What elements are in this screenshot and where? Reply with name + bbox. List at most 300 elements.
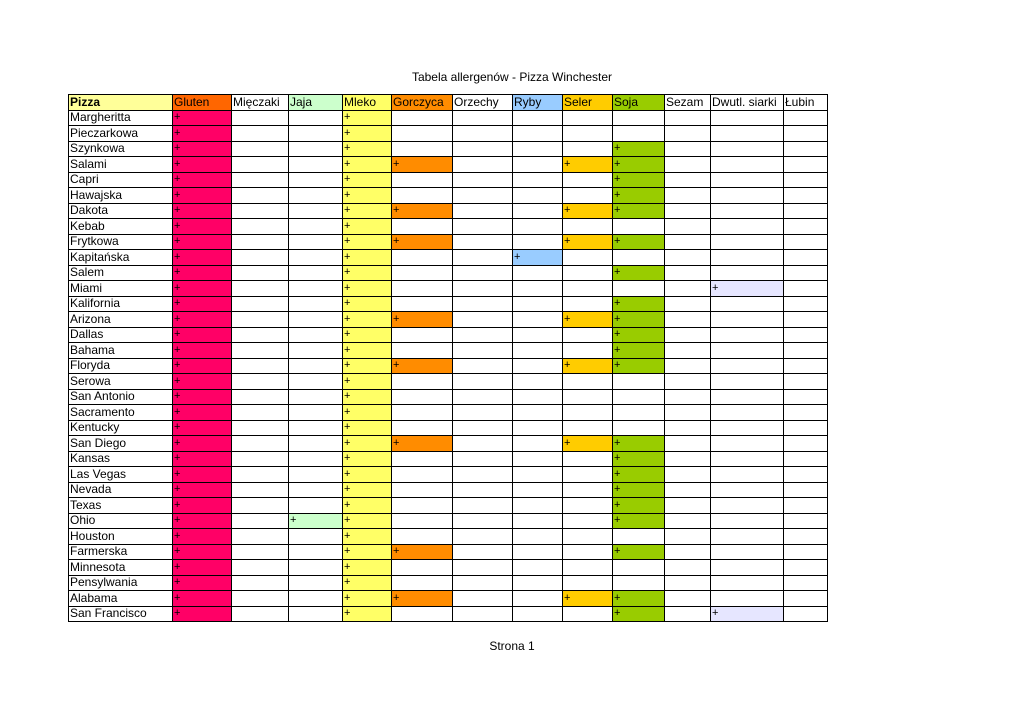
column-header-sezam: Sezam xyxy=(665,95,711,111)
allergen-cell-mieczaki xyxy=(232,203,289,219)
table-row xyxy=(69,436,828,452)
allergen-cell-lubin xyxy=(784,234,828,250)
allergen-cell-jaja xyxy=(289,157,343,173)
allergen-cell-siarka xyxy=(711,374,784,390)
allergen-cell-lubin xyxy=(784,358,828,374)
allergen-cell-jaja xyxy=(289,405,343,421)
allergen-cell-mieczaki xyxy=(232,126,289,142)
allergen-cell-orzechy xyxy=(453,374,513,390)
allergen-cell-soja: + xyxy=(613,606,665,622)
allergen-cell-seler xyxy=(563,126,613,142)
allergen-cell-lubin xyxy=(784,296,828,312)
allergen-cell-ryby xyxy=(513,296,563,312)
allergen-cell-siarka xyxy=(711,188,784,204)
allergen-cell-jaja xyxy=(289,529,343,545)
table-row xyxy=(69,591,828,607)
allergen-cell-ryby xyxy=(513,234,563,250)
pizza-name-cell: Szynkowa xyxy=(69,141,173,157)
allergen-cell-gorczyca xyxy=(392,126,453,142)
allergen-cell-lubin xyxy=(784,126,828,142)
allergen-cell-orzechy xyxy=(453,219,513,235)
allergen-cell-gluten: + xyxy=(173,234,232,250)
allergen-cell-siarka xyxy=(711,358,784,374)
allergen-cell-mieczaki xyxy=(232,234,289,250)
allergen-cell-mieczaki xyxy=(232,544,289,560)
pizza-name-cell: Frytkowa xyxy=(69,234,173,250)
allergen-cell-siarka xyxy=(711,482,784,498)
table-row xyxy=(69,312,828,328)
allergen-cell-gluten: + xyxy=(173,250,232,266)
allergen-cell-siarka xyxy=(711,513,784,529)
allergen-cell-lubin xyxy=(784,513,828,529)
allergen-cell-ryby xyxy=(513,312,563,328)
allergen-cell-sezam xyxy=(665,141,711,157)
allergen-cell-lubin xyxy=(784,281,828,297)
pizza-name-cell: Floryda xyxy=(69,358,173,374)
allergen-cell-siarka xyxy=(711,296,784,312)
allergen-cell-mieczaki xyxy=(232,482,289,498)
allergen-cell-sezam xyxy=(665,405,711,421)
allergen-cell-siarka xyxy=(711,529,784,545)
allergen-cell-seler xyxy=(563,327,613,343)
allergen-cell-orzechy xyxy=(453,498,513,514)
allergen-cell-siarka xyxy=(711,544,784,560)
allergen-cell-siarka xyxy=(711,203,784,219)
allergen-cell-jaja xyxy=(289,234,343,250)
allergen-cell-orzechy xyxy=(453,560,513,576)
allergen-cell-lubin xyxy=(784,141,828,157)
allergen-cell-mieczaki xyxy=(232,436,289,452)
allergen-cell-orzechy xyxy=(453,343,513,359)
table-row xyxy=(69,172,828,188)
allergen-cell-siarka xyxy=(711,172,784,188)
allergen-cell-gluten: + xyxy=(173,157,232,173)
allergen-cell-gluten: + xyxy=(173,172,232,188)
allergen-cell-lubin xyxy=(784,389,828,405)
allergen-cell-jaja xyxy=(289,544,343,560)
allergen-cell-ryby xyxy=(513,467,563,483)
allergen-cell-lubin xyxy=(784,265,828,281)
allergen-cell-lubin xyxy=(784,529,828,545)
column-header-jaja: Jaja xyxy=(289,95,343,111)
table-body xyxy=(69,110,828,622)
allergen-cell-sezam xyxy=(665,203,711,219)
allergen-cell-orzechy xyxy=(453,451,513,467)
allergen-cell-mleko: + xyxy=(343,451,392,467)
allergen-cell-ryby xyxy=(513,281,563,297)
allergen-cell-soja: + xyxy=(613,544,665,560)
allergen-cell-seler xyxy=(563,219,613,235)
allergen-cell-gorczyca xyxy=(392,529,453,545)
allergen-cell-gluten: + xyxy=(173,296,232,312)
allergen-cell-soja: + xyxy=(613,498,665,514)
allergen-cell-soja xyxy=(613,560,665,576)
allergen-cell-soja: + xyxy=(613,234,665,250)
allergen-cell-soja xyxy=(613,420,665,436)
allergen-cell-gluten: + xyxy=(173,141,232,157)
allergen-cell-gorczyca xyxy=(392,575,453,591)
allergen-cell-ryby xyxy=(513,482,563,498)
allergen-cell-lubin xyxy=(784,575,828,591)
allergen-cell-ryby xyxy=(513,343,563,359)
allergen-cell-orzechy xyxy=(453,467,513,483)
allergen-cell-mleko: + xyxy=(343,358,392,374)
allergen-cell-lubin xyxy=(784,544,828,560)
allergen-cell-jaja xyxy=(289,467,343,483)
allergen-cell-gluten: + xyxy=(173,389,232,405)
table-row xyxy=(69,110,828,126)
allergen-cell-gorczyca xyxy=(392,188,453,204)
allergen-cell-sezam xyxy=(665,126,711,142)
allergen-cell-orzechy xyxy=(453,405,513,421)
allergen-cell-siarka xyxy=(711,312,784,328)
allergen-cell-lubin xyxy=(784,157,828,173)
allergen-cell-mieczaki xyxy=(232,110,289,126)
allergen-cell-ryby xyxy=(513,498,563,514)
allergen-cell-gorczyca: + xyxy=(392,358,453,374)
allergen-cell-ryby xyxy=(513,529,563,545)
allergen-cell-mleko: + xyxy=(343,513,392,529)
pizza-name-cell: Ohio xyxy=(69,513,173,529)
allergen-cell-mieczaki xyxy=(232,312,289,328)
allergen-cell-mleko: + xyxy=(343,219,392,235)
allergen-cell-siarka xyxy=(711,126,784,142)
allergen-cell-seler xyxy=(563,405,613,421)
allergen-cell-seler: + xyxy=(563,312,613,328)
allergen-cell-gorczyca: + xyxy=(392,234,453,250)
allergen-cell-seler xyxy=(563,343,613,359)
pizza-name-cell: Capri xyxy=(69,172,173,188)
allergen-cell-mieczaki xyxy=(232,560,289,576)
allergen-cell-lubin xyxy=(784,420,828,436)
allergen-cell-soja xyxy=(613,281,665,297)
allergen-cell-gluten: + xyxy=(173,451,232,467)
allergen-cell-gorczyca: + xyxy=(392,157,453,173)
pizza-name-cell: Salem xyxy=(69,265,173,281)
allergen-cell-gluten: + xyxy=(173,265,232,281)
pizza-name-cell: Las Vegas xyxy=(69,467,173,483)
table-row xyxy=(69,420,828,436)
allergen-cell-soja: + xyxy=(613,296,665,312)
allergen-cell-mieczaki xyxy=(232,296,289,312)
allergen-cell-ryby xyxy=(513,513,563,529)
allergen-cell-seler xyxy=(563,513,613,529)
allergen-cell-jaja xyxy=(289,203,343,219)
allergen-cell-mieczaki xyxy=(232,529,289,545)
column-header-ryby: Ryby xyxy=(513,95,563,111)
allergen-cell-gorczyca xyxy=(392,250,453,266)
allergen-cell-sezam xyxy=(665,451,711,467)
allergen-cell-seler xyxy=(563,281,613,297)
allergen-cell-mleko: + xyxy=(343,157,392,173)
pizza-name-cell: Hawajska xyxy=(69,188,173,204)
allergen-cell-orzechy xyxy=(453,126,513,142)
allergen-cell-siarka: + xyxy=(711,606,784,622)
allergen-cell-orzechy xyxy=(453,513,513,529)
allergen-cell-jaja xyxy=(289,312,343,328)
column-header-mleko: Mleko xyxy=(343,95,392,111)
allergen-cell-seler: + xyxy=(563,157,613,173)
allergen-cell-lubin xyxy=(784,219,828,235)
allergen-cell-gorczyca xyxy=(392,219,453,235)
table-row xyxy=(69,188,828,204)
allergen-cell-mleko: + xyxy=(343,498,392,514)
allergen-cell-ryby xyxy=(513,327,563,343)
allergen-cell-jaja xyxy=(289,606,343,622)
allergen-cell-lubin xyxy=(784,436,828,452)
allergen-cell-jaja xyxy=(289,498,343,514)
allergen-cell-seler xyxy=(563,374,613,390)
allergen-cell-ryby xyxy=(513,358,563,374)
allergen-cell-sezam xyxy=(665,327,711,343)
allergen-cell-gorczyca xyxy=(392,451,453,467)
allergen-cell-orzechy xyxy=(453,172,513,188)
allergen-cell-gluten: + xyxy=(173,575,232,591)
allergen-cell-siarka xyxy=(711,591,784,607)
allergen-cell-mieczaki xyxy=(232,374,289,390)
allergen-cell-mieczaki xyxy=(232,389,289,405)
allergen-cell-gorczyca xyxy=(392,513,453,529)
table-row xyxy=(69,606,828,622)
allergen-cell-mieczaki xyxy=(232,281,289,297)
allergen-cell-mieczaki xyxy=(232,343,289,359)
allergen-cell-siarka xyxy=(711,405,784,421)
allergen-cell-orzechy xyxy=(453,141,513,157)
allergen-cell-jaja xyxy=(289,281,343,297)
allergen-cell-mieczaki xyxy=(232,157,289,173)
table-row xyxy=(69,544,828,560)
allergen-cell-siarka xyxy=(711,265,784,281)
pizza-name-cell: Houston xyxy=(69,529,173,545)
column-header-pizza: Pizza xyxy=(69,95,173,111)
allergen-cell-siarka xyxy=(711,451,784,467)
allergen-cell-ryby xyxy=(513,405,563,421)
allergen-cell-soja: + xyxy=(613,451,665,467)
allergen-cell-mieczaki xyxy=(232,467,289,483)
allergen-cell-lubin xyxy=(784,467,828,483)
allergen-cell-mleko: + xyxy=(343,172,392,188)
allergen-cell-siarka xyxy=(711,575,784,591)
allergen-cell-sezam xyxy=(665,389,711,405)
allergen-cell-soja xyxy=(613,374,665,390)
allergen-cell-lubin xyxy=(784,327,828,343)
allergen-cell-gluten: + xyxy=(173,343,232,359)
allergen-cell-jaja xyxy=(289,172,343,188)
pizza-name-cell: Serowa xyxy=(69,374,173,390)
allergen-cell-jaja xyxy=(289,451,343,467)
allergen-cell-ryby xyxy=(513,219,563,235)
allergen-cell-ryby xyxy=(513,110,563,126)
pizza-name-cell: Kentucky xyxy=(69,420,173,436)
allergen-cell-mieczaki xyxy=(232,575,289,591)
allergen-cell-gorczyca xyxy=(392,606,453,622)
allergen-cell-gorczyca xyxy=(392,327,453,343)
allergen-cell-mieczaki xyxy=(232,420,289,436)
allergen-cell-sezam xyxy=(665,529,711,545)
pizza-name-cell: Kebab xyxy=(69,219,173,235)
allergen-cell-siarka xyxy=(711,327,784,343)
allergen-cell-sezam xyxy=(665,575,711,591)
allergen-cell-ryby xyxy=(513,606,563,622)
allergen-cell-mieczaki xyxy=(232,172,289,188)
allergen-cell-soja xyxy=(613,529,665,545)
allergen-cell-mieczaki xyxy=(232,606,289,622)
allergen-cell-soja xyxy=(613,250,665,266)
allergen-cell-sezam xyxy=(665,281,711,297)
allergen-cell-mieczaki xyxy=(232,250,289,266)
pizza-name-cell: Arizona xyxy=(69,312,173,328)
allergen-cell-orzechy xyxy=(453,591,513,607)
allergen-cell-ryby xyxy=(513,188,563,204)
allergen-cell-gorczyca xyxy=(392,560,453,576)
allergen-cell-mleko: + xyxy=(343,312,392,328)
allergen-cell-jaja xyxy=(289,358,343,374)
table-row xyxy=(69,560,828,576)
allergen-cell-sezam xyxy=(665,172,711,188)
header-row xyxy=(69,95,828,111)
table-row xyxy=(69,467,828,483)
allergen-cell-gorczyca xyxy=(392,389,453,405)
allergen-cell-jaja xyxy=(289,575,343,591)
allergen-cell-sezam xyxy=(665,312,711,328)
allergen-cell-gluten: + xyxy=(173,513,232,529)
allergen-cell-siarka xyxy=(711,343,784,359)
allergen-cell-gorczyca xyxy=(392,141,453,157)
allergen-cell-gorczyca xyxy=(392,498,453,514)
allergen-cell-sezam xyxy=(665,482,711,498)
allergen-cell-sezam xyxy=(665,544,711,560)
allergen-cell-gorczyca: + xyxy=(392,436,453,452)
allergen-cell-mleko: + xyxy=(343,529,392,545)
allergen-cell-mleko: + xyxy=(343,126,392,142)
allergen-cell-ryby xyxy=(513,436,563,452)
allergen-cell-mieczaki xyxy=(232,591,289,607)
allergen-cell-jaja xyxy=(289,482,343,498)
allergen-cell-seler: + xyxy=(563,234,613,250)
allergen-cell-soja: + xyxy=(613,188,665,204)
allergen-cell-orzechy xyxy=(453,203,513,219)
allergen-cell-gorczyca xyxy=(392,405,453,421)
pizza-name-cell: San Antonio xyxy=(69,389,173,405)
allergen-cell-orzechy xyxy=(453,529,513,545)
allergen-cell-orzechy xyxy=(453,544,513,560)
allergen-cell-seler xyxy=(563,544,613,560)
allergen-cell-mleko: + xyxy=(343,420,392,436)
allergen-cell-mleko: + xyxy=(343,110,392,126)
table-row xyxy=(69,482,828,498)
allergen-cell-gluten: + xyxy=(173,498,232,514)
allergen-cell-sezam xyxy=(665,219,711,235)
allergen-cell-seler: + xyxy=(563,203,613,219)
allergen-cell-sezam xyxy=(665,606,711,622)
allergen-cell-mleko: + xyxy=(343,343,392,359)
allergen-cell-mleko: + xyxy=(343,234,392,250)
pizza-name-cell: Sacramento xyxy=(69,405,173,421)
allergen-cell-soja xyxy=(613,575,665,591)
table-row xyxy=(69,141,828,157)
allergen-cell-sezam xyxy=(665,188,711,204)
allergen-cell-mieczaki xyxy=(232,451,289,467)
column-header-soja: Soja xyxy=(613,95,665,111)
allergen-cell-ryby xyxy=(513,374,563,390)
allergen-cell-gorczyca xyxy=(392,110,453,126)
allergen-cell-jaja xyxy=(289,389,343,405)
allergen-cell-mleko: + xyxy=(343,389,392,405)
allergen-cell-ryby xyxy=(513,172,563,188)
allergen-cell-lubin xyxy=(784,405,828,421)
table-row xyxy=(69,451,828,467)
column-header-mieczaki: Mięczaki xyxy=(232,95,289,111)
allergen-cell-soja: + xyxy=(613,467,665,483)
allergen-cell-mieczaki xyxy=(232,265,289,281)
allergen-cell-gluten: + xyxy=(173,358,232,374)
allergen-cell-jaja xyxy=(289,219,343,235)
allergen-cell-mleko: + xyxy=(343,606,392,622)
allergen-cell-jaja xyxy=(289,296,343,312)
allergen-cell-sezam xyxy=(665,110,711,126)
allergen-cell-seler xyxy=(563,606,613,622)
column-header-seler: Seler xyxy=(563,95,613,111)
allergen-cell-ryby xyxy=(513,389,563,405)
allergen-cell-seler: + xyxy=(563,591,613,607)
pizza-name-cell: San Francisco xyxy=(69,606,173,622)
allergen-cell-sezam xyxy=(665,467,711,483)
allergen-cell-gluten: + xyxy=(173,591,232,607)
pizza-name-cell: Kapitańska xyxy=(69,250,173,266)
allergen-cell-mleko: + xyxy=(343,467,392,483)
allergen-cell-siarka xyxy=(711,420,784,436)
allergen-cell-lubin xyxy=(784,172,828,188)
allergen-cell-orzechy xyxy=(453,265,513,281)
allergen-cell-siarka xyxy=(711,141,784,157)
allergen-cell-siarka xyxy=(711,389,784,405)
allergen-cell-seler xyxy=(563,110,613,126)
allergen-cell-jaja xyxy=(289,126,343,142)
allergen-table xyxy=(68,94,828,622)
allergen-cell-orzechy xyxy=(453,389,513,405)
allergen-cell-mleko: + xyxy=(343,591,392,607)
allergen-cell-gluten: + xyxy=(173,544,232,560)
table-row xyxy=(69,513,828,529)
allergen-cell-seler xyxy=(563,389,613,405)
table-row xyxy=(69,203,828,219)
allergen-cell-sezam xyxy=(665,420,711,436)
allergen-cell-lubin xyxy=(784,188,828,204)
allergen-cell-gluten: + xyxy=(173,606,232,622)
allergen-cell-soja xyxy=(613,219,665,235)
allergen-cell-gorczyca xyxy=(392,296,453,312)
column-header-gorczyca: Gorczyca xyxy=(392,95,453,111)
allergen-cell-orzechy xyxy=(453,296,513,312)
allergen-cell-jaja xyxy=(289,265,343,281)
allergen-cell-mleko: + xyxy=(343,560,392,576)
pizza-name-cell: Pensylwania xyxy=(69,575,173,591)
allergen-cell-mleko: + xyxy=(343,544,392,560)
allergen-cell-mieczaki xyxy=(232,405,289,421)
table-row xyxy=(69,157,828,173)
pizza-name-cell: Minnesota xyxy=(69,560,173,576)
allergen-cell-gluten: + xyxy=(173,203,232,219)
allergen-cell-gorczyca xyxy=(392,265,453,281)
allergen-cell-gluten: + xyxy=(173,281,232,297)
allergen-cell-mleko: + xyxy=(343,296,392,312)
allergen-cell-soja xyxy=(613,389,665,405)
allergen-cell-lubin xyxy=(784,451,828,467)
allergen-cell-siarka xyxy=(711,436,784,452)
allergen-cell-soja: + xyxy=(613,203,665,219)
allergen-cell-siarka xyxy=(711,234,784,250)
allergen-cell-seler xyxy=(563,250,613,266)
